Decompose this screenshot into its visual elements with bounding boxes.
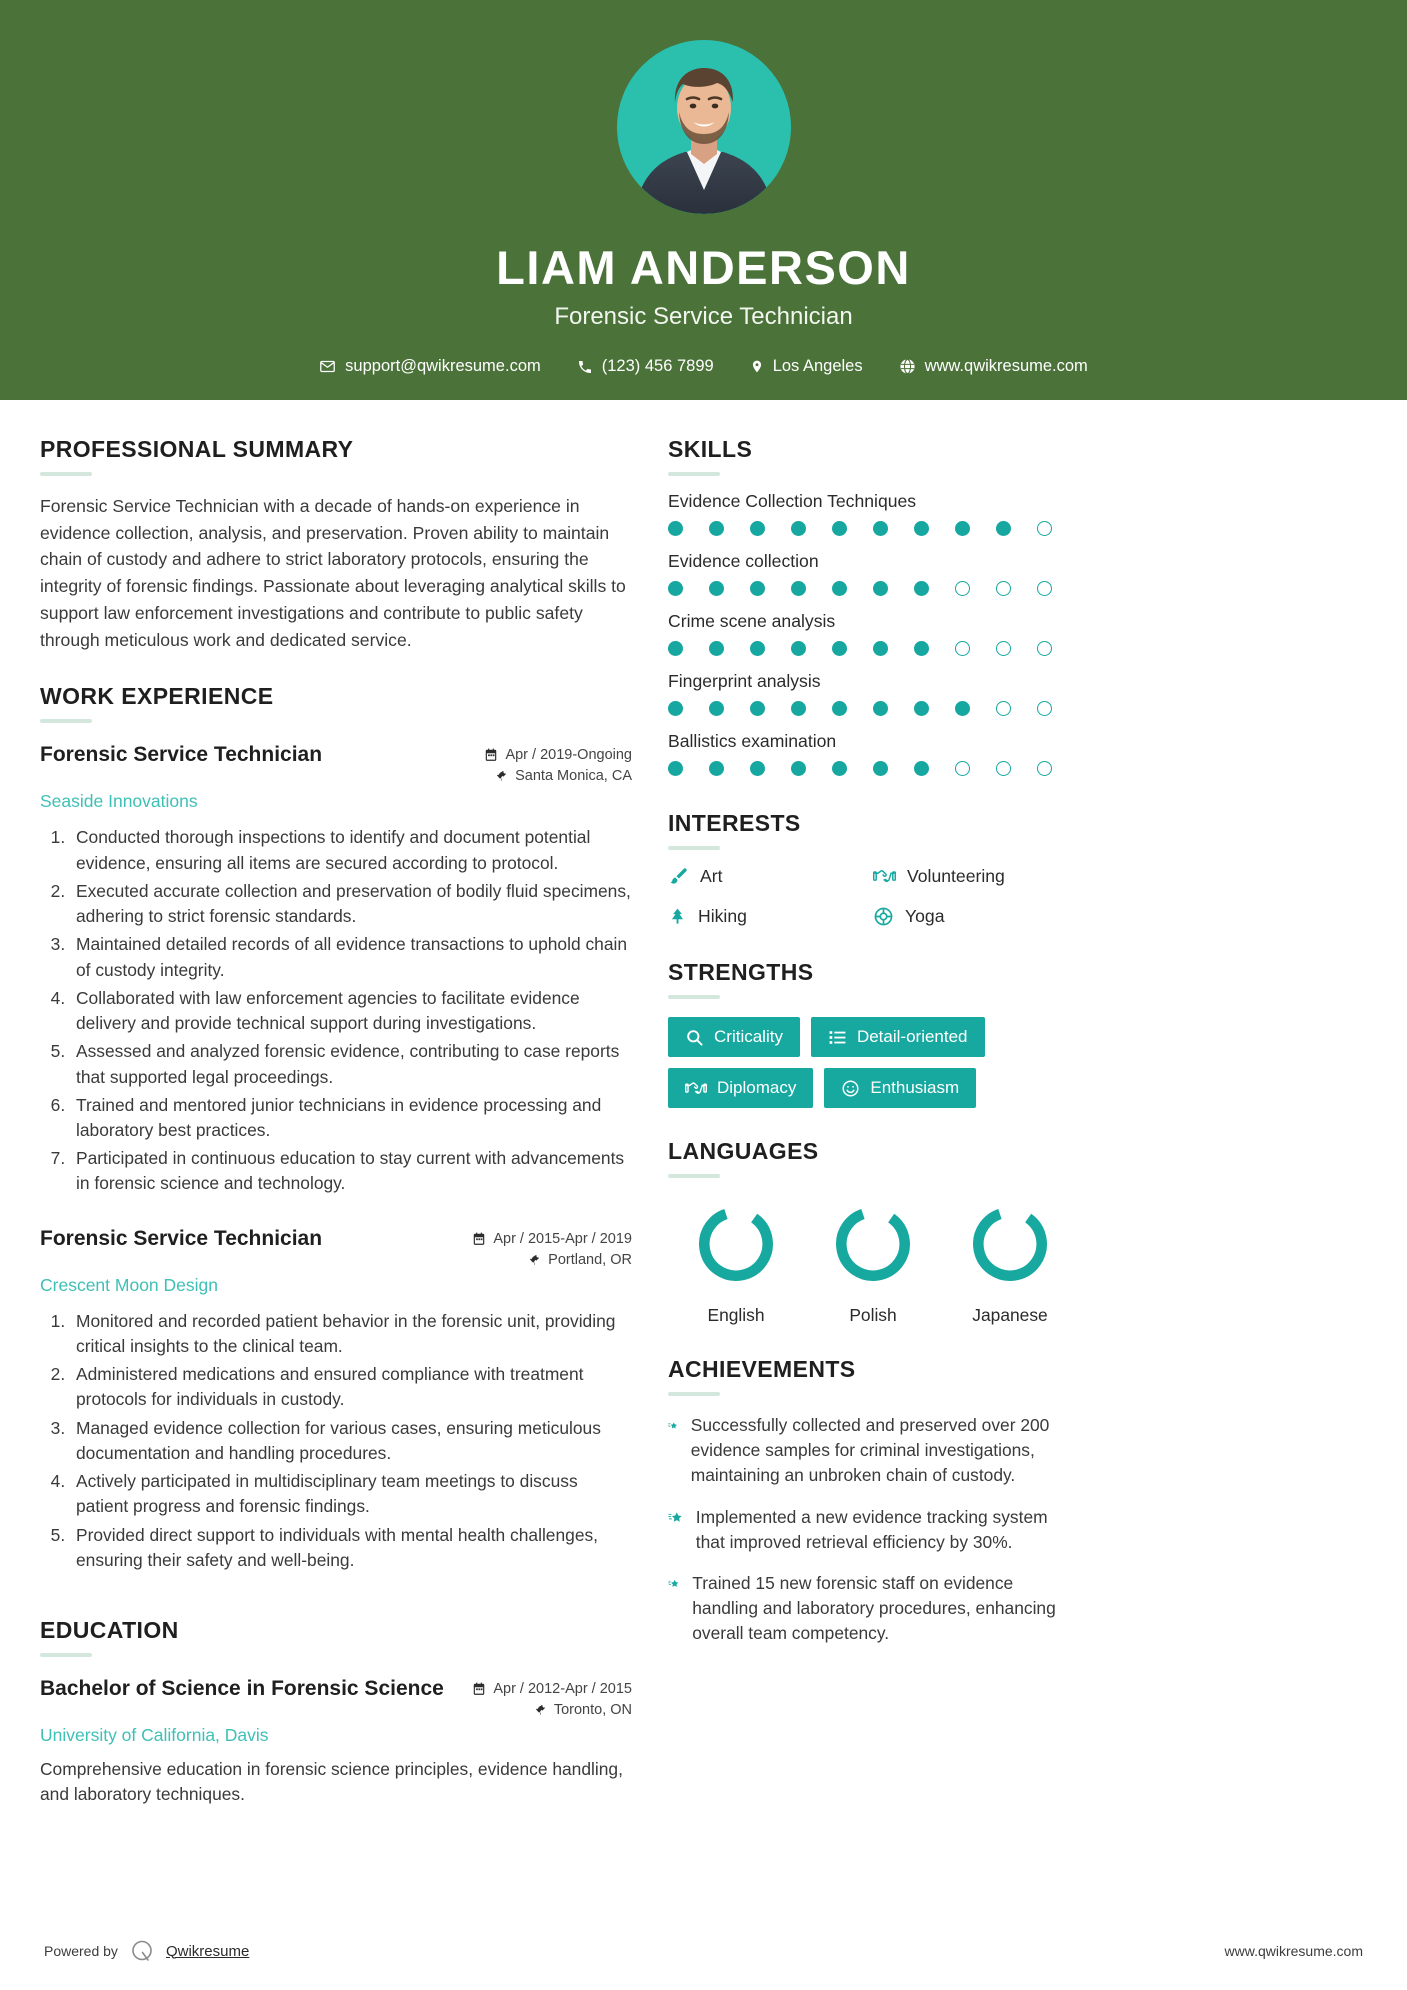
language-label: Japanese: [972, 1305, 1048, 1325]
skill-dot-cell: [832, 521, 873, 536]
skill-dot-filled: [832, 641, 847, 656]
skill-dot-empty: [1037, 641, 1052, 656]
skill-dot-filled: [791, 641, 806, 656]
list-item: 5. Assessed and analyzed forensic evidence, contributing to case reports that supported legal proceedings.: [70, 1039, 632, 1089]
powered-by-brand[interactable]: Qwikresume: [165, 1942, 250, 1960]
skill-dot-filled: [791, 701, 806, 716]
powered-by: [44, 1938, 249, 1964]
skill-dot-cell: [791, 701, 832, 716]
skill-dot-cell: [955, 641, 996, 656]
skill-dot-filled: [914, 761, 929, 776]
pushpin-icon: [535, 1703, 547, 1717]
skill-dot-cell: [955, 521, 996, 536]
skill-rating: [668, 761, 1078, 776]
section-work-experience: [40, 683, 632, 1573]
skill-dot-cell: [873, 701, 914, 716]
job-location: Portland, OR: [548, 1251, 632, 1268]
skill-dot-cell: [1037, 701, 1078, 716]
interest-art: [668, 866, 873, 887]
skill-dot-filled: [832, 521, 847, 536]
skill-dot-cell: [709, 581, 750, 596]
section-heading: PROFESSIONAL SUMMARY: [40, 436, 354, 462]
skill-dot-cell: [914, 701, 955, 716]
interest-label: Volunteering: [907, 866, 1005, 886]
interest-hiking: [668, 906, 873, 927]
education-description: Comprehensive education in forensic science principles, evidence handling, and laboratory techniques.: [40, 1759, 623, 1805]
section-heading: ACHIEVEMENTS: [668, 1356, 856, 1382]
skill-label: Fingerprint analysis: [668, 671, 821, 691]
footer-site-url: www.qwikresume.com: [1224, 1943, 1363, 1959]
skill-dot-cell: [996, 521, 1037, 536]
skill-dot-cell: [791, 521, 832, 536]
education-location-row: [472, 1702, 632, 1718]
education-location: Toronto, ON: [553, 1702, 632, 1719]
skill-dot-filled: [750, 761, 765, 776]
language-gauge-icon: [829, 1200, 917, 1288]
skill-rating: [668, 641, 1078, 656]
skill-dot-filled: [791, 581, 806, 596]
skill-dot-filled: [914, 641, 929, 656]
strength-label: Criticality: [714, 1027, 783, 1046]
skill-dot-cell: [709, 521, 750, 536]
skill-dot-filled: [955, 521, 970, 536]
contact-phone-text: (123) 456 7899: [601, 357, 714, 375]
skill-dot-empty: [996, 641, 1011, 656]
skill-dot-cell: [996, 701, 1037, 716]
section-professional-summary: [40, 436, 632, 653]
work-entry: [40, 1227, 632, 1573]
qwikresume-logo-icon: [129, 1938, 155, 1964]
skill-dot-empty: [996, 761, 1011, 776]
section-languages: [668, 1138, 1078, 1326]
summary-text: Forensic Service Technician with a decade of hands-on experience in evidence collection, analysis, and preservation. Proven ability to maintain chain of custody and adhere to strict laboratory protocols, ensuring the integrity of forensic findings. Passionate about leveraging analytical skills to support law enforcement investigations and contribute to public safety through meticulous work and dedicated service.: [40, 496, 626, 650]
skill-dot-cell: [914, 761, 955, 776]
skill-dot-filled: [668, 641, 683, 656]
skill-dot-filled: [955, 701, 970, 716]
skill-dot-cell: [668, 581, 709, 596]
skill-dot-empty: [1037, 581, 1052, 596]
contact-email[interactable]: [301, 357, 559, 376]
language-gauge-icon: [966, 1200, 1054, 1288]
skill-dot-cell: [668, 761, 709, 776]
skill-dot-filled: [668, 521, 683, 536]
skill-dot-empty: [955, 581, 970, 596]
skill-dot-cell: [914, 521, 955, 536]
job-location-row: [484, 768, 632, 784]
strength-label: Enthusiasm: [870, 1078, 960, 1097]
section-strengths: [668, 959, 1078, 1108]
skill-dot-cell: [832, 581, 873, 596]
education-degree: Bachelor of Science in Forensic Science: [40, 1677, 444, 1701]
section-achievements: [668, 1356, 1078, 1646]
education-dates: Apr / 2012-Apr / 2015: [493, 1681, 632, 1698]
section-underline: [40, 719, 92, 723]
skill-label: Crime scene analysis: [668, 611, 836, 631]
skill-dot-filled: [668, 761, 683, 776]
skill-dot-cell: [873, 521, 914, 536]
skill-dot-cell: [750, 521, 791, 536]
job-bullets: [70, 825, 632, 1196]
achievement-item: [668, 1413, 1078, 1488]
strength-detail-oriented: [811, 1017, 985, 1057]
handshake-icon: [685, 1079, 707, 1098]
skill-dot-filled: [750, 641, 765, 656]
handshake-icon: [873, 866, 896, 887]
skill-dot-cell: [791, 641, 832, 656]
skill-dot-cell: [1037, 641, 1078, 656]
education-school: University of California, Davis: [40, 1725, 269, 1746]
skill-dot-filled: [914, 581, 929, 596]
avatar: [617, 40, 791, 214]
skill-dot-cell: [832, 761, 873, 776]
skill-dot-filled: [832, 701, 847, 716]
section-underline: [668, 1392, 720, 1396]
skill-dot-cell: [914, 641, 955, 656]
language-item: [676, 1200, 796, 1326]
skill-rating: [668, 701, 1078, 716]
section-skills: [668, 436, 1078, 776]
interest-label: Hiking: [698, 906, 747, 926]
skill-dot-filled: [709, 761, 724, 776]
languages-list: [668, 1200, 1078, 1326]
strength-criticality: [668, 1017, 800, 1057]
skill-dot-filled: [996, 521, 1011, 536]
section-underline: [668, 995, 720, 999]
calendar-icon: [472, 1232, 486, 1246]
skill-dot-filled: [873, 581, 888, 596]
job-location: Santa Monica, CA: [515, 768, 632, 785]
contact-website-text: www.qwikresume.com: [924, 357, 1088, 375]
language-label: English: [707, 1305, 765, 1325]
skill-dot-cell: [791, 581, 832, 596]
achievement-item: [668, 1505, 1078, 1555]
skill-label: Evidence Collection Techniques: [668, 491, 917, 511]
skill-dot-cell: [791, 761, 832, 776]
list-item: 2. Executed accurate collection and preservation of bodily fluid specimens, adhering to strict forensic standards.: [70, 879, 632, 929]
pushpin-icon: [529, 1253, 541, 1267]
job-dates: Apr / 2015-Apr / 2019: [493, 1230, 632, 1247]
lifebuoy-icon: [873, 906, 894, 927]
star-badge-icon: [668, 1571, 679, 1597]
language-item: [950, 1200, 1070, 1326]
skill-dot-cell: [873, 641, 914, 656]
skill-dot-empty: [1037, 761, 1052, 776]
job-role: Forensic Service Technician: [40, 743, 323, 767]
skill-dot-cell: [955, 581, 996, 596]
job-dates-row: [472, 1231, 632, 1247]
powered-by-label: Powered by: [44, 1943, 118, 1959]
skill-dot-cell: [832, 701, 873, 716]
tree-icon: [668, 906, 687, 927]
list-icon: [828, 1028, 847, 1047]
section-underline: [668, 846, 720, 850]
resume-header: [0, 0, 1407, 400]
skill-dot-cell: [1037, 581, 1078, 596]
skill-dot-empty: [955, 641, 970, 656]
list-item: 3. Managed evidence collection for various cases, ensuring meticulous documentation and handling procedures.: [70, 1416, 632, 1466]
contact-email-text: support@qwikresume.com: [345, 357, 541, 375]
job-meta: [484, 743, 632, 789]
section-heading: STRENGTHS: [668, 959, 814, 985]
profile-photo-icon: [617, 40, 791, 214]
skill-item: [668, 611, 1078, 656]
list-item: 4. Collaborated with law enforcement agencies to facilitate evidence delivery and provide technical support during investigations.: [70, 986, 632, 1036]
skill-dot-filled: [873, 521, 888, 536]
smiley-icon: [841, 1079, 860, 1098]
education-dates-row: [472, 1681, 632, 1697]
skill-item: [668, 551, 1078, 596]
contact-row: [0, 357, 1407, 376]
page-footer: [0, 1938, 1407, 1964]
interest-label: Art: [700, 866, 723, 886]
skill-dot-filled: [914, 701, 929, 716]
skill-label: Ballistics examination: [668, 731, 837, 751]
job-location-row: [472, 1252, 632, 1268]
contact-phone[interactable]: [559, 357, 732, 376]
job-bullets: [70, 1309, 632, 1573]
work-entry: [40, 743, 632, 1196]
list-item: 1. Conducted thorough inspections to identify and document potential evidence, ensuring all items are secured according to protocol.: [70, 825, 632, 875]
job-company: Seaside Innovations: [40, 791, 198, 812]
skill-dot-cell: [832, 641, 873, 656]
skill-dot-filled: [791, 761, 806, 776]
right-column: [668, 436, 1078, 1838]
interests-grid: [668, 866, 1078, 927]
skill-dot-cell: [873, 761, 914, 776]
calendar-icon: [484, 748, 498, 762]
skill-dot-filled: [832, 761, 847, 776]
list-item: 1. Monitored and recorded patient behavior in the forensic unit, providing critical insights to the clinical team.: [70, 1309, 632, 1359]
language-gauge-icon: [692, 1200, 780, 1288]
globe-icon: [899, 358, 916, 375]
section-education: [40, 1617, 632, 1807]
section-underline: [40, 1653, 92, 1657]
skill-dot-filled: [750, 701, 765, 716]
skill-dot-filled: [873, 701, 888, 716]
skill-dot-filled: [750, 521, 765, 536]
list-item: 7. Participated in continuous education to stay current with advancements in forensic science and technology.: [70, 1146, 632, 1196]
skill-dot-cell: [750, 701, 791, 716]
strength-enthusiasm: [824, 1068, 976, 1108]
interest-yoga: [873, 906, 1078, 927]
interest-label: Yoga: [905, 906, 945, 926]
section-heading: LANGUAGES: [668, 1138, 819, 1164]
interest-volunteering: [873, 866, 1078, 887]
skill-dot-cell: [750, 761, 791, 776]
skill-dot-cell: [873, 581, 914, 596]
skill-dot-cell: [1037, 761, 1078, 776]
section-heading: SKILLS: [668, 436, 753, 462]
phone-icon: [577, 359, 593, 375]
skill-dot-cell: [996, 761, 1037, 776]
skill-rating: [668, 581, 1078, 596]
job-company: Crescent Moon Design: [40, 1274, 218, 1295]
skill-dot-cell: [709, 641, 750, 656]
strengths-list: [668, 1017, 1078, 1108]
section-heading: INTERESTS: [668, 810, 801, 836]
language-item: [813, 1200, 933, 1326]
skill-dot-filled: [873, 641, 888, 656]
skill-dot-cell: [955, 701, 996, 716]
skill-dot-filled: [709, 641, 724, 656]
skill-dot-cell: [750, 581, 791, 596]
map-pin-icon: [750, 358, 764, 375]
job-role: Forensic Service Technician: [40, 1226, 323, 1250]
calendar-icon: [472, 1682, 486, 1696]
skill-dot-filled: [709, 701, 724, 716]
job-meta: [472, 1227, 632, 1273]
list-item: 6. Trained and mentored junior technicians in evidence processing and laboratory best practices.: [70, 1093, 632, 1143]
skill-dot-empty: [996, 701, 1011, 716]
section-heading: WORK EXPERIENCE: [40, 683, 274, 710]
skill-dot-empty: [1037, 521, 1052, 536]
skill-dot-filled: [873, 761, 888, 776]
skill-dot-cell: [996, 581, 1037, 596]
language-label: Polish: [849, 1305, 897, 1325]
skill-dot-cell: [1037, 521, 1078, 536]
achievement-text: Trained 15 new forensic staff on evidence handling and laboratory procedures, enhancing overall team competency.: [692, 1573, 1056, 1644]
contact-website[interactable]: [881, 357, 1106, 376]
skill-dot-cell: [668, 641, 709, 656]
page-title: LIAM ANDERSON: [496, 241, 911, 294]
contact-location-text: Los Angeles: [772, 357, 863, 375]
skill-dot-cell: [750, 641, 791, 656]
skill-dot-cell: [955, 761, 996, 776]
skill-item: [668, 731, 1078, 776]
skill-dot-cell: [668, 521, 709, 536]
skill-dot-empty: [996, 581, 1011, 596]
section-underline: [668, 1174, 720, 1178]
resume-body: [0, 400, 1407, 1838]
left-column: [40, 436, 632, 1838]
education-entry: [40, 1677, 632, 1807]
strength-label: Diplomacy: [717, 1078, 797, 1097]
skill-dot-cell: [668, 701, 709, 716]
pushpin-icon: [496, 769, 508, 783]
star-badge-icon: [668, 1505, 683, 1531]
skill-dot-filled: [709, 581, 724, 596]
section-underline: [40, 472, 92, 476]
list-item: 5. Provided direct support to individuals with mental health challenges, ensuring their safety and well-being.: [70, 1523, 632, 1573]
skill-dot-cell: [996, 641, 1037, 656]
list-item: 3. Maintained detailed records of all evidence transactions to uphold chain of custody integrity.: [70, 932, 632, 982]
skill-label: Evidence collection: [668, 551, 819, 571]
paintbrush-icon: [668, 866, 689, 887]
achievement-text: Successfully collected and preserved over 200 evidence samples for criminal investigations, maintaining an unbroken chain of custody.: [690, 1415, 1050, 1485]
skill-rating: [668, 521, 1078, 536]
skill-dot-filled: [791, 521, 806, 536]
skill-dot-cell: [709, 701, 750, 716]
star-badge-icon: [668, 1413, 678, 1439]
skill-dot-filled: [914, 521, 929, 536]
skill-item: [668, 491, 1078, 536]
search-icon: [685, 1028, 704, 1047]
skill-dot-cell: [914, 581, 955, 596]
skill-dot-filled: [750, 581, 765, 596]
job-dates-row: [484, 747, 632, 763]
skill-dot-filled: [709, 521, 724, 536]
skill-item: [668, 671, 1078, 716]
list-item: 2. Administered medications and ensured compliance with treatment protocols for individuals in custody.: [70, 1362, 632, 1412]
section-heading: EDUCATION: [40, 1617, 179, 1644]
envelope-icon: [319, 358, 336, 375]
list-item: 4. Actively participated in multidisciplinary team meetings to discuss patient progress and forensic findings.: [70, 1469, 632, 1519]
section-interests: [668, 810, 1078, 927]
skill-dot-empty: [1037, 701, 1052, 716]
skill-dot-empty: [955, 761, 970, 776]
header-subtitle: Forensic Service Technician: [554, 303, 853, 330]
strength-diplomacy: [668, 1068, 813, 1108]
education-meta: [472, 1677, 632, 1723]
skill-dot-cell: [709, 761, 750, 776]
skill-dot-filled: [832, 581, 847, 596]
skill-dot-filled: [668, 581, 683, 596]
contact-location: [732, 357, 881, 376]
section-underline: [668, 472, 720, 476]
achievement-item: [668, 1571, 1078, 1646]
skill-dot-filled: [668, 701, 683, 716]
job-dates: Apr / 2019-Ongoing: [505, 747, 632, 764]
achievement-text: Implemented a new evidence tracking system that improved retrieval efficiency by 30%.: [695, 1506, 1048, 1552]
strength-label: Detail-oriented: [856, 1027, 968, 1046]
